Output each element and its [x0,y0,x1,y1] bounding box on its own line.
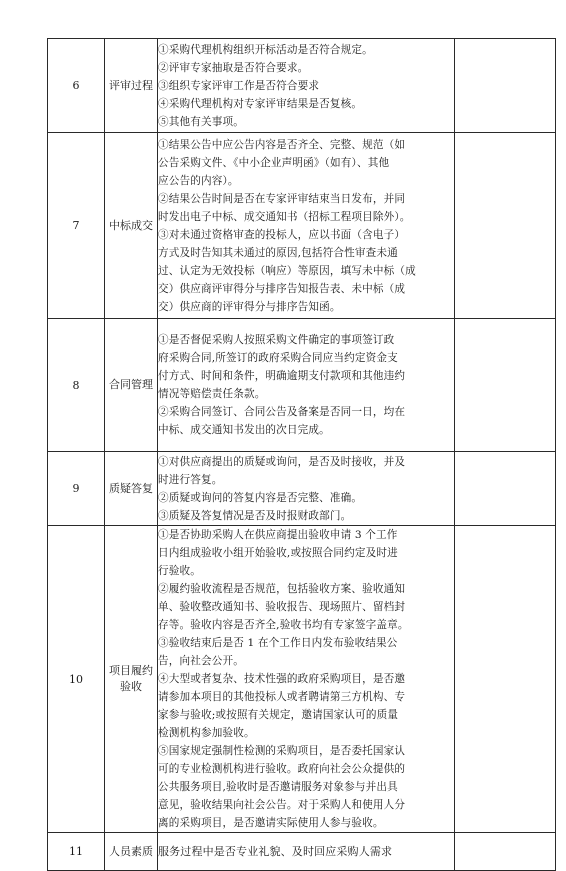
content-line: 存等。验收内容是否齐全,验收书均有专家签字盖章。 [158,619,409,631]
content-line: ①是否协助采购人在供应商提出验收申请 3 个工作 [158,529,398,541]
blank-cell [455,526,556,833]
content-line: 公共服务项目,验收时是否邀请服务对象参与并出具 [158,781,398,793]
table-row [48,526,556,833]
item-name [105,833,158,871]
blank-cell [455,133,556,319]
check-content [158,526,455,833]
content-line: ①采购代理机构组织开标活动是否符合规定。 [158,43,373,56]
content-line: 日内组成验收小组开始验收,或按照合同约定及时进 [158,547,398,559]
content-line: 离的采购项目，是否邀请实际使用人参与验收。 [158,817,384,829]
content-line: 中标、成交通知书发出的次日完成。 [158,424,330,436]
row-number: 9 [48,452,105,526]
blank-cell [455,319,556,452]
content-line: ②质疑或询问的答复内容是否完整、准确。 [158,491,363,504]
item-name [105,39,158,133]
content-line: ④大型或者复杂、技术性强的政府采购项目，是否邀 [158,673,406,685]
item-name [105,319,158,452]
content-line: 方式及时告知其未通过的原因,包括符合性审查未通 [158,246,398,259]
item-name-line: 中标成交 [109,218,153,232]
row-number: 11 [48,833,105,871]
content-line: 时发出电子中标、成交通知书（招标工程项目除外）。 [158,210,411,223]
content-line: 行验收。 [158,565,201,577]
content-line: ①对供应商提出的质疑或询问，是否及时接收，并及 [158,455,406,468]
content-line: 请参加本项目的其他投标人或者聘请第三方机构、专 [158,691,406,703]
content-line: 府采购合同,所签订的政府采购合同应当约定资金支 [158,352,398,364]
row-number: 7 [48,133,105,319]
content-line: 交）供应商评审得分与排序告知报告表、未中标（成 [158,282,406,295]
content-line: ③对未通过资格审查的投标人，应以书面（含电子） [158,228,406,241]
content-line: 时进行答复。 [158,473,223,486]
content-line: ②结果公告时间是否在专家评审结束当日发布，并同 [158,192,406,205]
content-line: 单、验收整改通知书、验收报告、现场照片、留档封 [158,601,406,613]
row-number: 8 [48,319,105,452]
item-name [105,526,158,833]
check-content [158,319,455,452]
table-row [48,319,556,452]
content-line: 可的专业检测机构进行验收。政府向社会公众提供的 [158,763,406,775]
content-line: 意见，验收结果向社会公告。对于采购人和使用人分 [158,799,406,811]
content-line: ③组织专家评审工作是否符合要求 [158,79,320,92]
content-line: 检测机构参加验收。 [158,727,255,739]
item-name-line: 项目履约 [109,664,153,677]
blank-cell [455,39,556,133]
item-name [105,133,158,319]
evaluation-table [47,38,556,871]
table-row [48,133,556,319]
item-name-line: 验收 [120,680,142,693]
check-content [158,39,455,133]
content-line: 公告采购文件、《中小企业声明函》（如有）、其他 [158,156,390,169]
content-line: 服务过程中是否专业礼貌、及时回应采购人需求 [158,844,393,858]
check-content [158,133,455,319]
evaluation-table-body [48,39,556,871]
content-line: ③验收结束后是否 1 在个工作日内发布验收结果公 [158,637,398,649]
content-line: 应公告的内容）。 [158,174,239,187]
table-row [48,39,556,133]
content-line: ①结果公告中应公告内容是否齐全、完整、规范（如 [158,138,406,151]
item-name-line: 质疑答复 [109,481,153,495]
blank-cell [455,452,556,526]
table-row [48,452,556,526]
content-line: ①是否督促采购人按照采购文件确定的事项签订政 [158,334,395,346]
content-line: 告，向社会公开。 [158,655,244,667]
content-line: ②评审专家抽取是否符合要求。 [158,61,309,74]
item-name-line: 评审过程 [109,78,153,92]
content-line: 家参与验收;或按照有关规定，邀请国家认可的质量 [158,709,399,721]
content-line: ④采购代理机构对专家评审结果是否复核。 [158,97,363,110]
blank-cell [455,833,556,871]
item-name-line: 人员素质 [109,844,153,858]
content-line: 交）供应商的评审得分与排序告知函。 [158,300,341,313]
item-name-line: 合同管理 [109,378,153,391]
content-line: 付方式、时间和条件，明确逾期支付款项和其他违约 [158,370,406,382]
content-line: 过、认定为无效投标（响应）等原因，填写未中标（成 [158,264,416,277]
row-number: 6 [48,39,105,133]
content-line: ⑤其他有关事项。 [158,115,244,128]
table-row [48,833,556,871]
item-name [105,452,158,526]
content-line: ②采购合同签订、合同公告及备案是否同一日，均在 [158,406,406,418]
content-line: ②履约验收流程是否规范，包括验收方案、验收通知 [158,583,406,595]
check-content [158,833,455,871]
content-line: ⑤国家规定强制性检测的采购项目，是否委托国家认 [158,745,406,757]
content-line: 情况等赔偿责任条款。 [158,388,266,400]
row-number: 10 [48,526,105,833]
content-line: ③质疑及答复情况是否及时报财政部门。 [158,509,352,522]
check-content [158,452,455,526]
